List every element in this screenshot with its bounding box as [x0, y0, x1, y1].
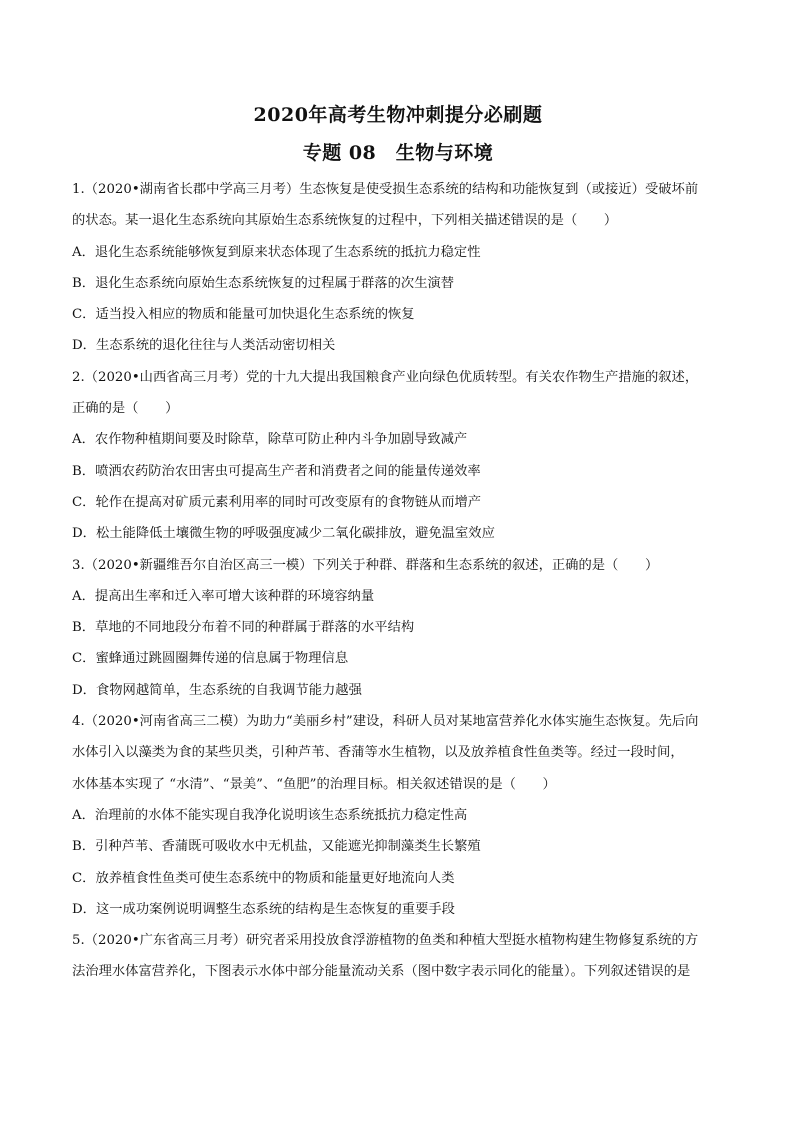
question-stem-line: 1.（2020•湖南省长郡中学高三月考）生态恢复是使受损生态系统的结构和功能恢复到（或接近）受破坏前 — [72, 182, 699, 197]
page-subtitle: 专题 08 生物与环境 — [302, 142, 494, 164]
option-b: B．喷洒农药防治农田害虫可提高生产者和消费者之间的能量传递效率 — [72, 463, 481, 479]
question-1 — [72, 174, 724, 362]
option-d: D．松土能降低土壤微生物的呼吸强度减少二氧化碳排放，避免温室效应 — [72, 526, 495, 542]
option-d: D．生态系统的退化往往与人类活动密切相关 — [72, 338, 336, 354]
question-stem-line: 正确的是（ ） — [72, 401, 179, 417]
option-a: A．治理前的水体不能实现自我净化说明该生态系统抵抗力稳定性高 — [72, 807, 468, 823]
question-stem-line: 水体基本实现了 “水清”、“景美”、“鱼肥”的治理目标。相关叙述错误的是（ ） — [72, 776, 556, 792]
option-c: C．轮作在提高对矿质元素利用率的同时可改变原有的食物链从而增产 — [72, 494, 482, 510]
question-3 — [72, 550, 724, 706]
document-page — [72, 96, 724, 988]
option-b: B．草地的不同地段分布着不同的种群属于群落的水平结构 — [72, 620, 415, 636]
question-stem-line: 法治理水体富营养化，下图表示水体中部分能量流动关系（图中数字表示同化的能量）。下列叙述错误的是 — [72, 964, 691, 980]
question-stem-line: 2.（2020•山西省高三月考）党的十九大提出我国粮食产业向绿色优质转型。有关农作物生产措施的叙述， — [72, 369, 699, 385]
option-b: B．退化生态系统向原始生态系统恢复的过程属于群落的次生演替 — [72, 275, 455, 291]
question-2 — [72, 362, 724, 550]
option-a: A．提高出生率和迁入率可增大该种群的环境容纳量 — [72, 588, 375, 604]
option-c: C．适当投入相应的物质和能量可加快退化生态系统的恢复 — [72, 307, 415, 323]
question-5 — [72, 925, 724, 988]
option-d: D．这一成功案例说明调整生态系统的结构是生态恢复的重要手段 — [72, 901, 455, 917]
question-stem-line: 3.（2020•新疆维吾尔自治区高三一模）下列关于种群、群落和生态系统的叙述，正确的是（ ） — [72, 557, 659, 573]
option-d: D．食物网越简单，生态系统的自我调节能力越强 — [72, 682, 362, 698]
question-stem-line: 水体引入以藻类为食的某些贝类，引种芦苇、香蒲等水生植物，以及放养植食性鱼类等。经过一段时间， — [72, 745, 684, 761]
option-b: B．引种芦苇、香蒲既可吸收水中无机盐，又能遮光抑制藻类生长繁殖 — [72, 839, 481, 855]
page-title: 2020年高考生物冲刺提分必刷题 — [253, 104, 543, 126]
option-c: C．蜜蜂通过跳圆圈舞传递的信息属于物理信息 — [72, 651, 349, 667]
question-stem-line: 的状态。某一退化生态系统向其原始生态系统恢复的过程中，下列相关描述错误的是（ ） — [72, 213, 618, 229]
option-a: A．退化生态系统能够恢复到原来状态体现了生态系统的抵抗力稳定性 — [72, 244, 481, 260]
question-4 — [72, 706, 724, 925]
question-stem-line: 4.（2020•河南省高三二模）为助力“美丽乡村”建设，科研人员对某地富营养化水体实施生态恢复。先后向 — [72, 714, 699, 730]
option-a: A．农作物种植期间要及时除草，除草可防止种内斗争加剧导致减产 — [72, 432, 468, 448]
question-stem-line: 5.（2020•广东省高三月考）研究者采用投放食浮游植物的鱼类和种植大型挺水植物构建生物修复系统的方 — [72, 933, 699, 949]
option-c: C．放养植食性鱼类可使生态系统中的物质和能量更好地流向人类 — [72, 870, 455, 886]
